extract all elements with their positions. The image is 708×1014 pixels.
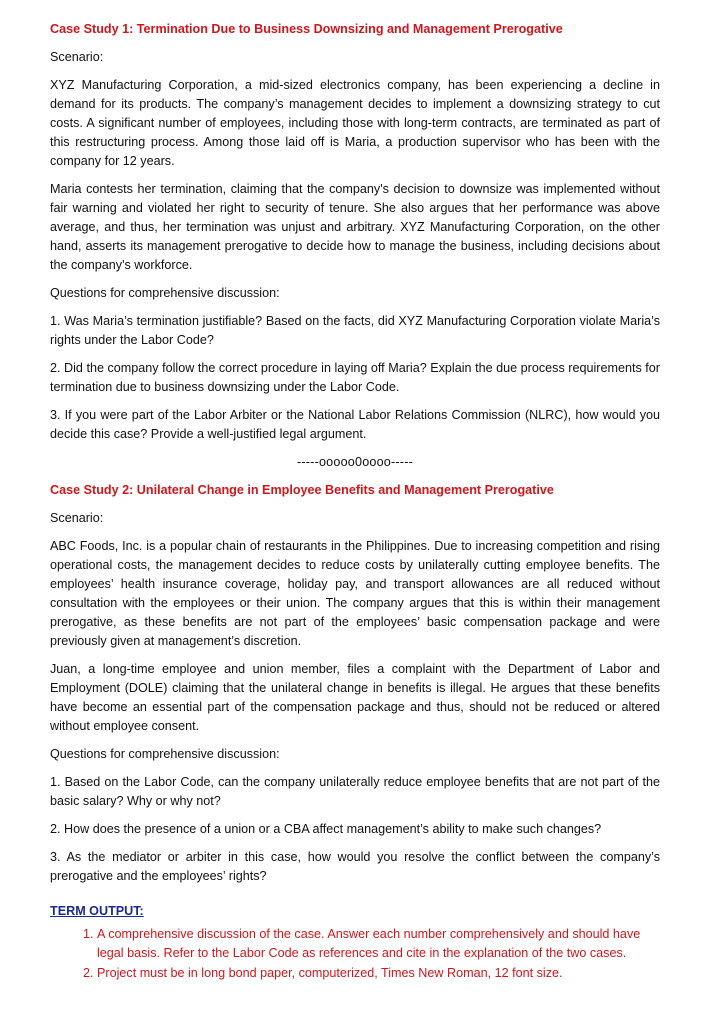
- term-output-list: [50, 925, 660, 983]
- case2-question-2: 2. How does the presence of a union or a CBA affect management’s ability to make such changes?: [50, 822, 602, 836]
- case1-questions-label: Questions for comprehensive discussion:: [50, 286, 280, 300]
- case2-paragraph-1: ABC Foods, Inc. is a popular chain of restaurants in the Philippines. Due to increasing competition and rising operational costs, the management decides to reduce costs by unilaterally cutting employee benefits. The employees’ health insurance coverage, holiday pay, and transport allowances are all reduced without consultation with the employees or their union. The company argues that this is within their management prerogative, as these benefits are not part of the employees’ basic compensation package and were previously given at management’s discretion.: [50, 539, 660, 648]
- case2-questions-label: Questions for comprehensive discussion:: [50, 747, 280, 761]
- case2-paragraph-2: Juan, a long-time employee and union member, files a complaint with the Department of Labor and Employment (DOLE) claiming that the unilateral change in benefits is illegal. He argues that these benefits have become an essential part of the compensation package and thus, should not be reduced or altered without employee consent.: [50, 662, 660, 733]
- term-output-title: TERM OUTPUT:: [50, 904, 144, 918]
- term-output-item-2: 2. Project must be in long bond paper, computerized, Times New Roman, 12 font size.: [97, 964, 660, 983]
- case2-title: Case Study 2: Unilateral Change in Employee Benefits and Management Prerogative: [50, 483, 554, 497]
- case1-title: Case Study 1: Termination Due to Business Downsizing and Management Prerogative: [50, 22, 563, 36]
- case1-question-1: 1. Was Maria’s termination justifiable? Based on the facts, did XYZ Manufacturing Corporation violate Maria’s rights under the Labor Code?: [50, 314, 660, 347]
- case-study-1: [50, 20, 660, 444]
- case1-question-3: 3. If you were part of the Labor Arbiter or the National Labor Relations Commission (NLRC), how would you decide this case? Provide a well-justified legal argument.: [50, 408, 660, 441]
- case2-question-1: 1. Based on the Labor Code, can the company unilaterally reduce employee benefits that are not part of the basic salary? Why or why not?: [50, 775, 660, 808]
- case1-question-2: 2. Did the company follow the correct procedure in laying off Maria? Explain the due process requirements for termination due to business downsizing under the Labor Code.: [50, 361, 660, 394]
- term-output: [50, 902, 660, 983]
- case2-question-3: 3. As the mediator or arbiter in this case, how would you resolve the conflict between the company’s prerogative and the employees’ rights?: [50, 850, 660, 883]
- term-output-item-1: 1. A comprehensive discussion of the case. Answer each number comprehensively and should have legal basis. Refer to the Labor Code as references and cite in the explanation of the two cases.: [97, 925, 660, 963]
- case2-scenario-label: Scenario:: [50, 511, 104, 525]
- case1-paragraph-1: XYZ Manufacturing Corporation, a mid-sized electronics company, has been experiencing a decline in demand for its products. The company’s management decides to implement a downsizing strategy to cut costs. A significant number of employees, including those with long-term contracts, are terminated as part of this restructuring process. Among those laid off is Maria, a production supervisor who has been with the company for 12 years.: [50, 78, 660, 168]
- case-study-2: [50, 481, 660, 886]
- case1-scenario-label: Scenario:: [50, 50, 104, 64]
- case1-paragraph-2: Maria contests her termination, claiming that the company's decision to downsize was implemented without fair warning and violated her right to security of tenure. She also argues that her performance was above average, and thus, her termination was unjust and arbitrary. XYZ Manufacturing Corporation, on the other hand, asserts its management prerogative to decide how to manage the business, including decisions about the company's workforce.: [50, 182, 660, 272]
- section-separator: -----ooooo0oooo-----: [297, 455, 413, 469]
